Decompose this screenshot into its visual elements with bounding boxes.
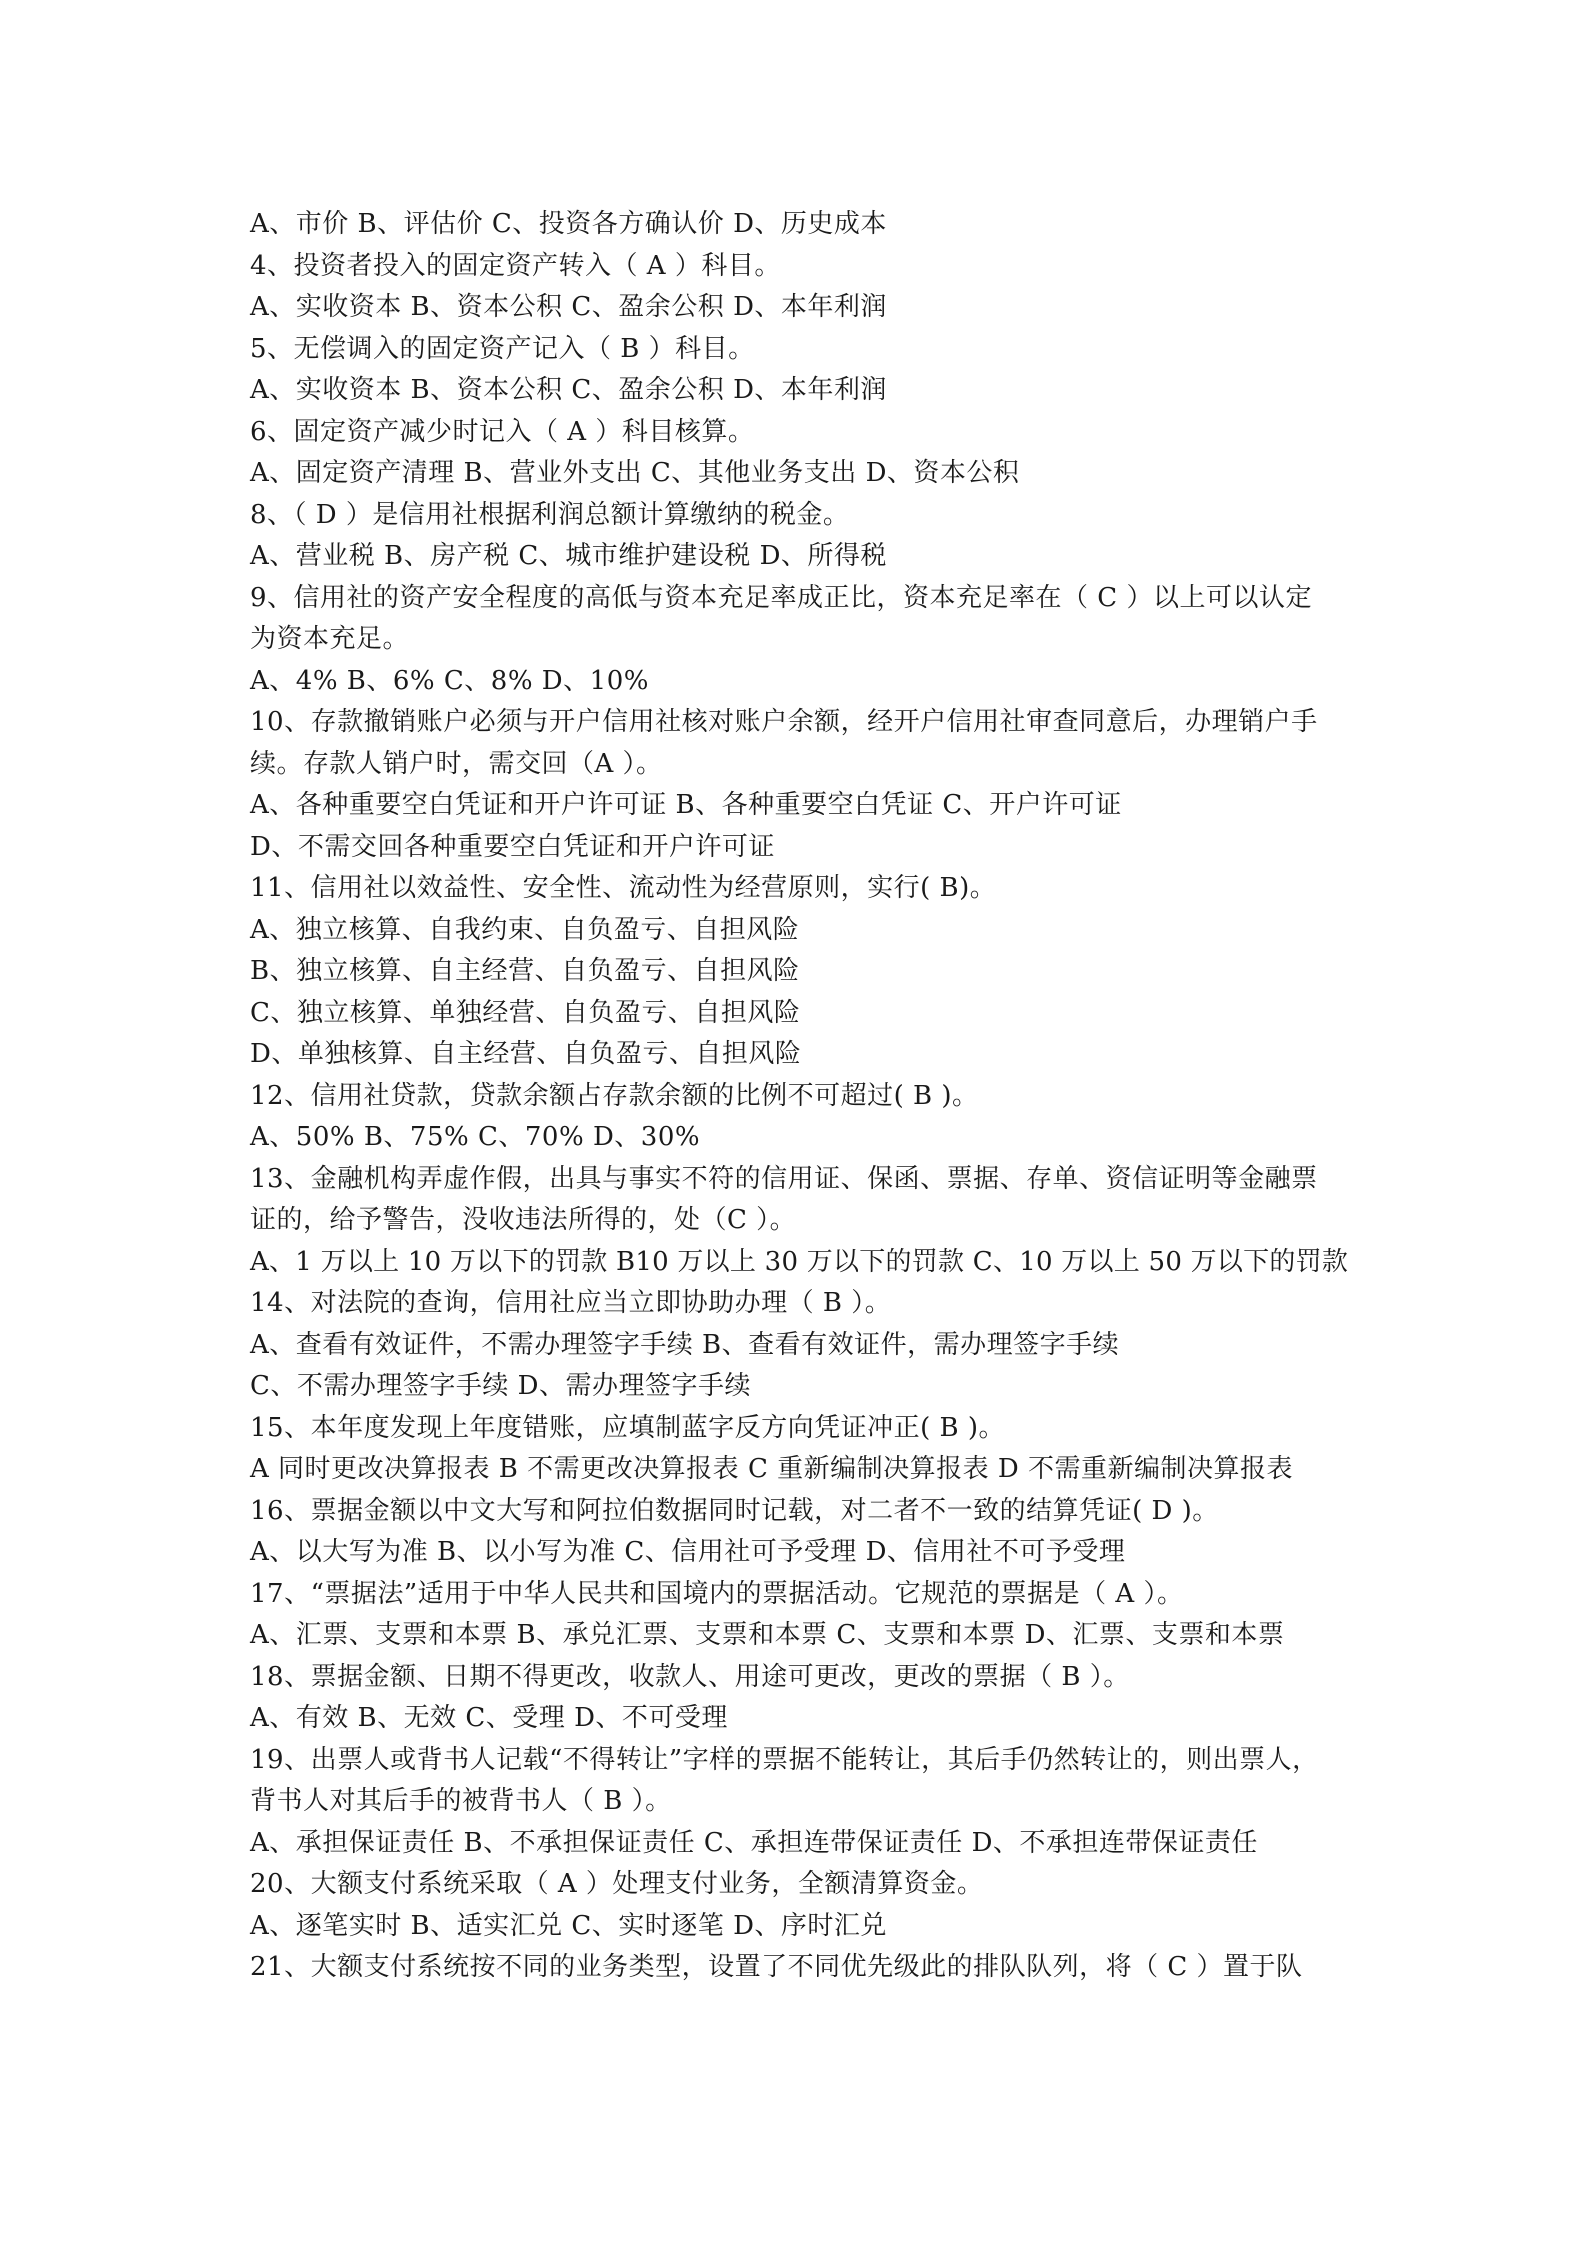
- text-line: 11、信用社以效益性、安全性、流动性为经营原则，实行( B)。: [250, 873, 997, 903]
- text-line: B、独立核算、自主经营、自负盈亏、自担风险: [250, 956, 800, 986]
- text-line: A、逐笔实时 B、适实汇兑 C、实时逐笔 D、序时汇兑: [250, 1910, 887, 1941]
- text-line: 6、固定资产减少时记入（ A ）科目核算。: [250, 416, 755, 447]
- text-line: 背书人对其后手的被背书人（ B ）。: [250, 1786, 672, 1816]
- text-line: 21、大额支付系统按不同的业务类型，设置了不同优先级此的排队队列，将（ C ）置于队: [250, 1952, 1303, 1982]
- text-line: 19、出票人或背书人记载“不得转让”字样的票据不能转让，其后手仍然转让的，则出票人，: [250, 1744, 1319, 1775]
- text-line: A、以大写为准 B、以小写为准 C、信用社可予受理 D、信用社不可予受理: [250, 1537, 1126, 1567]
- text-line: 续。存款人销户时，需交回（A ）。: [250, 748, 663, 779]
- text-line: D、不需交回各种重要空白凭证和开户许可证: [250, 831, 775, 862]
- text-line: 18、票据金额、日期不得更改，收款人、用途可更改，更改的票据（ B ）。: [250, 1661, 1130, 1692]
- text-line: A、实收资本 B、资本公积 C、盈余公积 D、本年利润: [250, 292, 887, 322]
- text-line: 证的，给予警告，没收违法所得的，处（C ）。: [250, 1205, 797, 1235]
- text-line: A 同时更改决算报表 B 不需更改决算报表 C 重新编制决算报表 D 不需重新编制决算报表: [250, 1454, 1293, 1484]
- text-line: D、单独核算、自主经营、自负盈亏、自担风险: [250, 1039, 802, 1069]
- text-line: A、50% B、75% C、70% D、30%: [250, 1122, 701, 1152]
- text-line: 4、投资者投入的固定资产转入（ A ）科目。: [250, 250, 781, 281]
- text-line: C、不需办理签字手续 D、需办理签字手续: [250, 1371, 752, 1401]
- text-line: A、4% B、6% C、8% D、10%: [250, 665, 649, 696]
- text-line: A、1 万以上 10 万以下的罚款 B10 万以上 30 万以下的罚款 C、10 万以上 50 万以下的罚款: [250, 1246, 1349, 1277]
- text-line: A、独立核算、自我约束、自负盈亏、自担风险: [250, 914, 800, 945]
- text-line: A、承担保证责任 B、不承担保证责任 C、承担连带保证责任 D、不承担连带保证责任: [250, 1827, 1258, 1858]
- text-line: A、各种重要空白凭证和开户许可证 B、各种重要空白凭证 C、开户许可证: [250, 790, 1122, 820]
- text-line: 13、金融机构弄虚作假，出具与事实不符的信用证、保函、票据、存单、资信证明等金融票: [250, 1163, 1318, 1194]
- text-line: 为资本充足。: [250, 624, 410, 654]
- text-line: 9、信用社的资产安全程度的高低与资本充足率成正比，资本充足率在（ C ）以上可以认定: [250, 582, 1312, 613]
- text-line: 15、本年度发现上年度错账，应填制蓝字反方向凭证冲正( B )。: [250, 1412, 1006, 1443]
- text-line: 17、“票据法”适用于中华人民共和国境内的票据活动。它规范的票据是（ A ）。: [250, 1578, 1184, 1609]
- text-line: A、有效 B、无效 C、受理 D、不可受理: [250, 1703, 728, 1733]
- text-line: 20、大额支付系统采取（ A ）处理支付业务，全额清算资金。: [250, 1869, 984, 1899]
- text-line: A、营业税 B、房产税 C、城市维护建设税 D、所得税: [250, 541, 887, 571]
- text-line: C、独立核算、单独经营、自负盈亏、自担风险: [250, 997, 801, 1028]
- text-line: 10、存款撤销账户必须与开户信用社核对账户余额，经开户信用社审查同意后，办理销户手: [250, 707, 1318, 737]
- text-line: A、汇票、支票和本票 B、承兑汇票、支票和本票 C、支票和本票 D、汇票、支票和本票: [250, 1620, 1285, 1650]
- text-line: 12、信用社贷款，贷款余额占存款余额的比例不可超过( B )。: [250, 1080, 979, 1111]
- text-line: 5、无偿调入的固定资产记入（ B ）科目。: [250, 333, 755, 364]
- document-body: [250, 204, 1360, 1989]
- text-line: A、实收资本 B、资本公积 C、盈余公积 D、本年利润: [250, 375, 887, 405]
- text-line: A、固定资产清理 B、营业外支出 C、其他业务支出 D、资本公积: [250, 458, 1020, 488]
- text-line: A、查看有效证件，不需办理签字手续 B、查看有效证件，需办理签字手续: [250, 1329, 1120, 1360]
- text-line: 8、（ D ）是信用社根据利润总额计算缴纳的税金。: [250, 499, 850, 530]
- text-line: 16、票据金额以中文大写和阿拉伯数据同时记载，对二者不一致的结算凭证( D )。: [250, 1495, 1219, 1526]
- text-line: 14、对法院的查询，信用社应当立即协助办理（ B ）。: [250, 1288, 892, 1318]
- text-line: A、市价 B、评估价 C、投资各方确认价 D、历史成本: [250, 209, 887, 239]
